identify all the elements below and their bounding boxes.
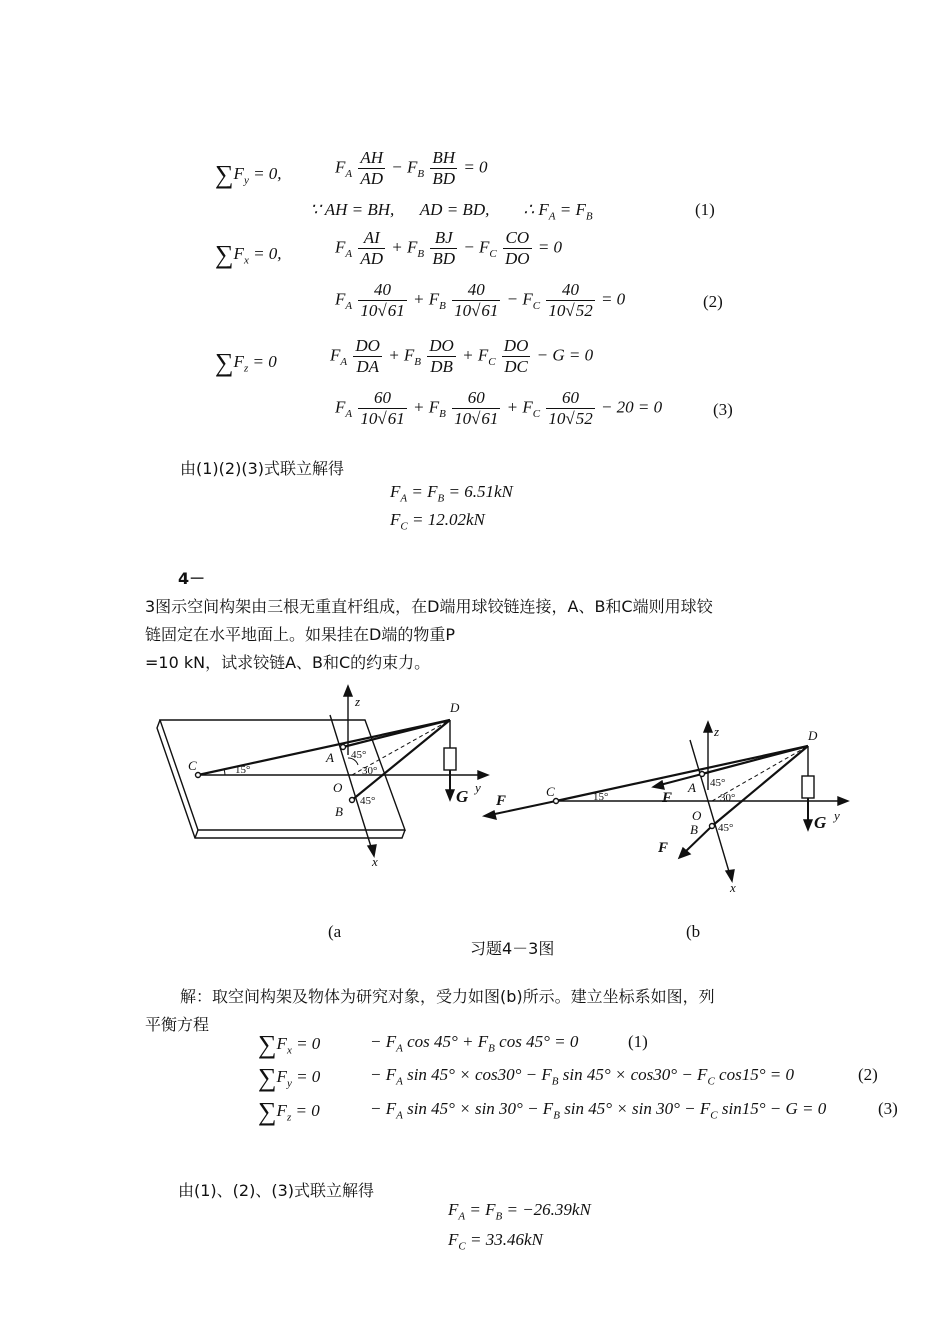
problem-line-3: =10 kN，试求铰链A、B和C的约束力。	[145, 653, 431, 672]
label-force-c: F	[496, 793, 507, 809]
eq-sum-fx-lhs: $\sum F_x = 0$,	[215, 240, 282, 269]
sol-eq3-body: − $F_A$ $\sin 45^\circ \times \sin 30^\circ - F_B$ $\sin 45^\circ \times \sin 30^\circ - F_C$ sin15° − G = 0	[370, 1099, 827, 1122]
label-o-b: O	[692, 808, 702, 823]
weight-block-b	[802, 776, 814, 798]
eq2-body: $F_A$ $\frac{40}{10√61}$ + $F_B$ $\frac{40}{10√61}$ − $F_C$ $\frac{40}{10√52}$ = 0	[335, 280, 626, 320]
angle-45-a-bottom: 45°	[360, 795, 376, 807]
solve-label-1: 由(1)(2)(3)式联立解得	[180, 459, 344, 478]
label-y-b: y	[834, 808, 840, 823]
eq-sum-fz-body: $F_A$ $\frac{DO}{DA}$ + $F_B$ $\frac{DO}{DB}$ + $F_C$ $\frac{DO}{DC}$ − G = 0	[330, 336, 594, 376]
solution-line-1: 解：取空间构架及物体为研究对象，受力如图(b)所示。建立坐标系如图，列	[180, 987, 715, 1006]
eq3-body: $F_A$ $\frac{60}{10√61}$ + $F_B$ $\frac{60}{10√61}$ + $F_C$ $\frac{60}{10√52}$ − 20 = 0	[335, 388, 663, 428]
figure-a	[157, 686, 488, 856]
angle-15-a: 15°	[235, 764, 251, 776]
eq-sum-fy-lhs: $\sum F_y = 0$,	[215, 160, 282, 189]
weight-block-a	[444, 748, 456, 770]
sol-eq3-number: (3)	[878, 1099, 898, 1118]
result-fc: $F_C = 12.02kN$	[390, 510, 485, 533]
equation-number-2: (2)	[703, 292, 723, 311]
figure-label-b: (b	[686, 922, 701, 941]
label-o-a: O	[333, 780, 343, 795]
sol-result-fa-fb: $F_A = F_B = -26.39kN$	[448, 1200, 591, 1223]
angle-45-b-top: 45°	[710, 777, 726, 789]
angle-45-a-top: 45°	[351, 749, 367, 761]
label-z-a: z	[355, 694, 361, 709]
equation-number-1: (1)	[695, 200, 715, 219]
label-z-b: z	[714, 724, 720, 739]
solve-label-2: 由(1)、(2)、(3)式联立解得	[178, 1181, 374, 1200]
solution-line-2: 平衡方程	[145, 1015, 210, 1034]
figure-space-frame	[0, 680, 950, 900]
angle-45-b-bottom: 45°	[718, 822, 734, 834]
sol-eq1-lhs: $\sum F_x = 0$	[258, 1030, 321, 1059]
result-fa-fb: $F_A = F_B = 6.51kN$	[390, 482, 513, 505]
label-y-a: y	[475, 780, 481, 795]
sol-eq2-body: − $F_A$ $\sin 45^\circ \times \cos 30^\circ - F_B$ $\sin 45^\circ \times \cos 30^\circ - F_C$ cos15° = 0	[370, 1065, 794, 1088]
figure-caption: 习题4－3图	[470, 939, 555, 958]
label-force-a: F	[662, 790, 673, 806]
sol-eq2-lhs: $\sum F_y = 0$	[258, 1063, 321, 1092]
label-g-a: G	[456, 787, 469, 806]
problem-line-2: 链固定在水平地面上。如果挂在D端的物重P	[145, 625, 455, 644]
figure-label-a: (a	[328, 922, 342, 941]
label-b-a: B	[335, 804, 343, 819]
label-a-a: A	[326, 750, 334, 765]
problem-number: 4－	[178, 569, 206, 588]
equation-number-3: (3)	[713, 400, 733, 419]
label-b-b: B	[690, 822, 698, 837]
label-d-b: D	[808, 728, 818, 743]
eq-sum-fy-body: $F_A$ $\frac{AH}{AD}$ − $F_B$ $\frac{BH}{BD}$ = 0	[335, 148, 488, 188]
eq-sum-fx-body: $F_A$ $\frac{AI}{AD}$ + $F_B$ $\frac{BJ}{BD}$ − $F_C$ $\frac{CO}{DO}$ = 0	[335, 228, 563, 268]
angle-30-a: 30°	[362, 765, 378, 777]
label-x-a: x	[372, 854, 378, 869]
label-a-b: A	[688, 780, 696, 795]
angle-30-b: 30°	[720, 792, 736, 804]
label-g-b: G	[814, 813, 827, 832]
sol-eq1-number: (1)	[628, 1032, 648, 1051]
sol-eq1-body: − $F_A$ $\cos 45^\circ + F_B$ cos 45° = 0	[370, 1032, 579, 1055]
sol-result-fc: $F_C = 33.46kN$	[448, 1230, 543, 1253]
label-force-b: F	[658, 840, 669, 856]
angle-15-b: 15°	[593, 791, 609, 803]
sol-eq2-number: (2)	[858, 1065, 878, 1084]
label-x-b: x	[730, 880, 736, 895]
problem-line-1: 3图示空间构架由三根无重直杆组成，在D端用球铰链连接，A、B和C端则用球铰	[145, 597, 713, 616]
eq-sum-fz-lhs: $\sum F_z = 0$	[215, 348, 277, 377]
sol-eq3-lhs: $\sum F_z = 0$	[258, 1097, 320, 1126]
because-line: ∵ AH = BH, AD = BD, ∴ $F_A = F_B$	[310, 200, 593, 223]
label-d-a: D	[450, 700, 460, 715]
label-c-a: C	[188, 758, 197, 773]
label-c-b: C	[546, 784, 555, 799]
